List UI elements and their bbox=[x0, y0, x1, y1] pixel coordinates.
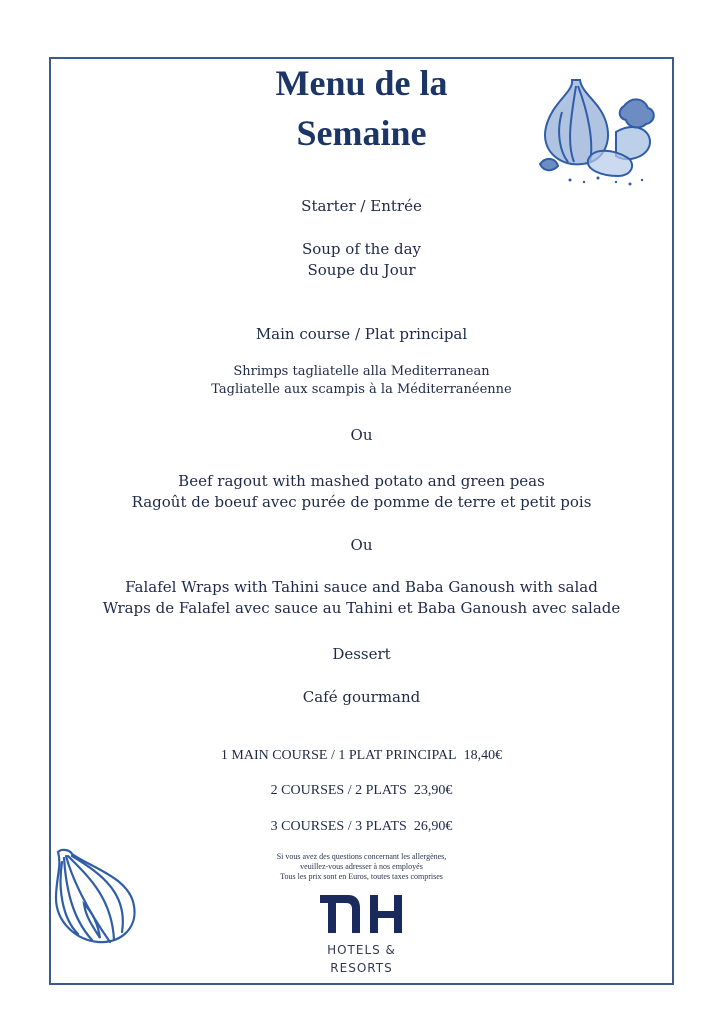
starter-dish-fr: Soupe du Jour bbox=[307, 261, 416, 279]
price-row-2 bbox=[0, 783, 723, 799]
main-option-3-fr: Wraps de Falafel avec sauce au Tahini et Baba Ganoush avec salade bbox=[102, 599, 621, 617]
main-option-2-en: Beef ragout with mashed potato and green peas bbox=[178, 472, 545, 490]
price-amount: 26,90€ bbox=[413, 819, 453, 834]
brand-line1: HOTELS & bbox=[327, 943, 396, 957]
allergen-note-line1: Si vous avez des questions concernant les allergènes, bbox=[276, 852, 447, 861]
price-label: 2 COURSES / 2 PLATS bbox=[270, 783, 407, 798]
price-row-1 bbox=[0, 748, 723, 764]
price-amount: 18,40€ bbox=[463, 748, 503, 763]
starter-heading: Starter / Entrée bbox=[301, 197, 422, 215]
nh-logo-icon bbox=[318, 893, 406, 935]
menu-title-line2: Semaine bbox=[296, 113, 427, 153]
tax-note: Tous les prix sont en Euros, toutes taxes comprises bbox=[280, 872, 443, 881]
price-row-3 bbox=[0, 819, 723, 835]
main-separator-2: Ou bbox=[350, 536, 373, 554]
price-amount: 23,90€ bbox=[413, 783, 453, 798]
onion-illustration-icon bbox=[52, 848, 142, 948]
main-separator-1: Ou bbox=[350, 426, 373, 444]
main-option-1-fr: Tagliatelle aux scampis à la Méditerranéenne bbox=[211, 382, 512, 397]
main-heading: Main course / Plat principal bbox=[255, 325, 468, 343]
starter-dish-en: Soup of the day bbox=[301, 240, 422, 258]
price-label: 1 MAIN COURSE / 1 PLAT PRINCIPAL bbox=[220, 748, 457, 763]
main-option-2-fr: Ragoût de boeuf avec purée de pomme de terre et petit pois bbox=[131, 493, 592, 511]
dessert-dish: Café gourmand bbox=[302, 688, 421, 706]
brand-line2: RESORTS bbox=[330, 961, 393, 975]
dessert-heading: Dessert bbox=[332, 645, 391, 663]
price-label: 3 COURSES / 3 PLATS bbox=[270, 819, 407, 834]
garlic-illustration-icon bbox=[532, 72, 662, 190]
menu-title-line1: Menu de la bbox=[275, 63, 448, 103]
main-option-3-en: Falafel Wraps with Tahini sauce and Baba Ganoush with salad bbox=[125, 578, 598, 596]
main-option-1-en: Shrimps tagliatelle alla Mediterranean bbox=[233, 364, 490, 379]
allergen-note-line2: veuillez-vous adresser à nos employés bbox=[300, 862, 423, 871]
